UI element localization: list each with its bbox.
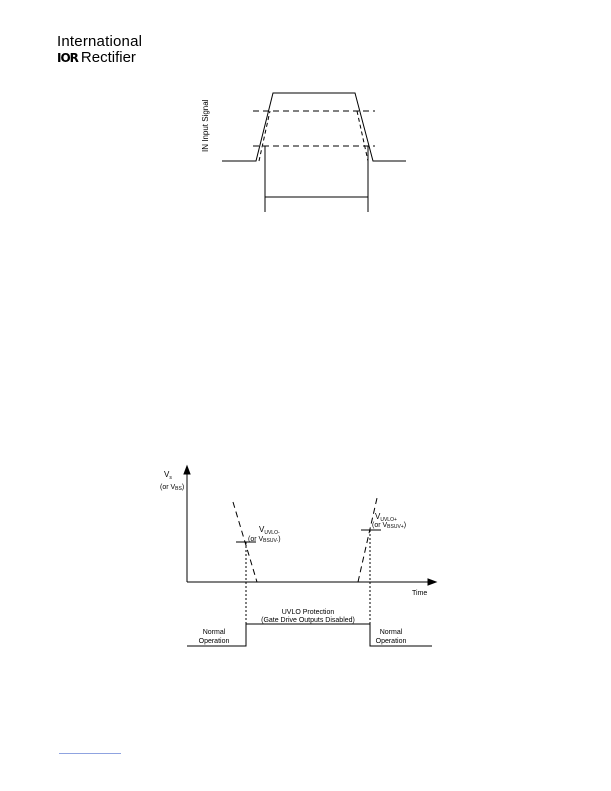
uvlo-minus-label-alt: (or VBSUV-) [248, 536, 281, 544]
uvlo-plus-label-alt: (or VBSUV+) [372, 522, 407, 530]
uvlo-plus-label: $V_{UVLO+}$ [375, 512, 397, 523]
input-signal-axis-label: IN Input Signal [201, 99, 210, 152]
x-axis-arrow [428, 579, 436, 585]
normal-operation-right-line2: Operation [375, 638, 407, 645]
gate-drive-disabled-label: (Gate Drive Outputs Disabled) [261, 617, 355, 624]
y-axis-arrow [184, 466, 190, 474]
y-axis-label: $V_s$ [164, 470, 172, 481]
supply-rising-dashed-line [358, 498, 377, 582]
ior-logo-mark: IOR [57, 50, 78, 65]
y-axis-label-alt: (or VBS) [160, 484, 185, 492]
uvlo-minus-label: $V_{UVLO-}$ [259, 525, 280, 536]
normal-operation-left-line1: Normal [202, 629, 226, 636]
uvlo-protection-label: UVLO Protection [281, 609, 335, 616]
normal-operation-right-line1: Normal [379, 629, 403, 636]
normal-operation-left-line2: Operation [198, 638, 230, 645]
company-name-line1: International [57, 33, 143, 50]
x-axis-label: Time [412, 590, 428, 597]
footer-link-rule [59, 753, 121, 754]
company-name-line2: Rectifier [80, 49, 136, 66]
input-signal-waveform [222, 93, 406, 161]
